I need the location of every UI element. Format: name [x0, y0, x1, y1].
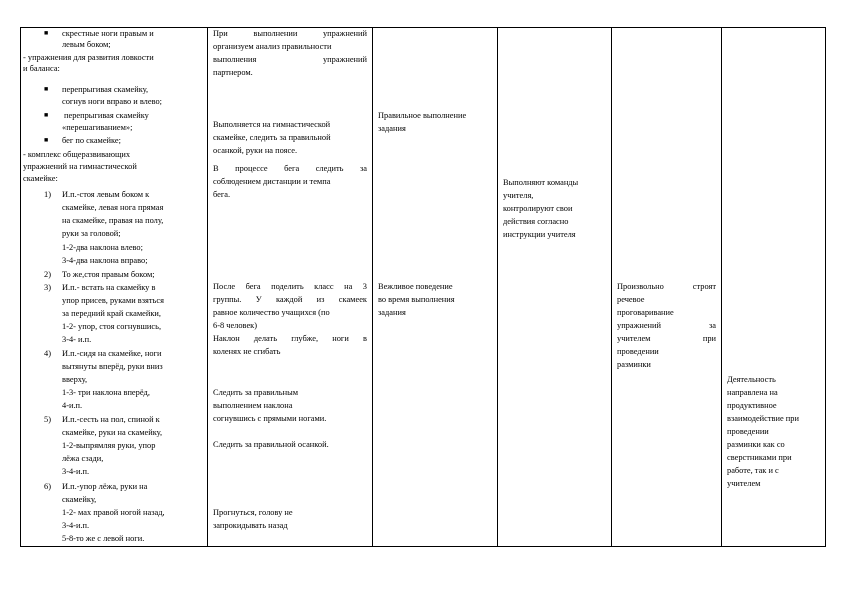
text-line: и баланса: — [23, 64, 60, 73]
text-line: И.п.-упор лёжа, руки на — [62, 482, 148, 491]
text-line: 4-и.п. — [62, 401, 83, 410]
text-line: проведении — [617, 347, 659, 356]
lesson-plan-table — [20, 27, 826, 547]
text-line: И.п.-сидя на скамейке, ноги — [62, 349, 162, 358]
text-line: продуктивное — [727, 401, 777, 410]
text-line: выполнения упражнений — [213, 55, 367, 64]
text-line: вверху, — [62, 375, 88, 384]
bullet-square-icon: ■ — [44, 29, 49, 37]
text-line: 1-2-два наклона влево; — [62, 243, 143, 252]
column-divider — [372, 27, 373, 547]
text-line: коленях не сгибать — [213, 347, 281, 356]
item-number: 3) — [44, 283, 51, 292]
text-line: взаимодействие при — [727, 414, 799, 423]
text-line: задания — [378, 308, 406, 317]
item-number: 1) — [44, 190, 51, 199]
text-line: скамейке, левая нога прямая — [62, 203, 164, 212]
text-line: учителем при — [617, 334, 716, 343]
item-number: 5) — [44, 415, 51, 424]
item-number: 6) — [44, 482, 51, 491]
text-line: И.п.-стоя левым боком к — [62, 190, 150, 199]
text-line: Прогнуться, голову не — [213, 508, 293, 517]
text-line: во время выполнения — [378, 295, 455, 304]
text-line: запрокидывать назад — [213, 521, 288, 530]
text-line: выполнением наклона — [213, 401, 293, 410]
column-divider — [207, 27, 208, 547]
text-line: Произвольно строят — [617, 282, 716, 291]
bullet-square-icon: ■ — [44, 111, 49, 119]
text-line: учителя, — [503, 191, 534, 200]
item-number: 2) — [44, 270, 51, 279]
text-line: То же,стоя правым боком; — [62, 270, 155, 279]
text-line: Наклон делать глубже, ноги в — [213, 334, 367, 343]
text-line: 3-4-два наклона вправо; — [62, 256, 148, 265]
text-line: перепрыгивая скамейку — [64, 111, 149, 120]
text-line: После бега поделить класс на 3 — [213, 282, 367, 291]
column-divider — [721, 27, 722, 547]
text-line: лёжа сзади, — [62, 454, 104, 463]
text-line: - упражнения для развития ловкости — [23, 53, 154, 62]
text-line: 1-2-выпрямляя руки, упор — [62, 441, 156, 450]
text-line: 3-4-и.п. — [62, 521, 90, 530]
text-line: бега. — [213, 190, 231, 199]
text-line: 6-8 человек) — [213, 321, 258, 330]
text-line: задания — [378, 124, 406, 133]
text-line: Следить за правильным — [213, 388, 299, 397]
column-divider — [497, 27, 498, 547]
text-line: проведении — [727, 427, 769, 436]
text-line: скамейке, руки на скамейку, — [62, 428, 163, 437]
text-line: контролируют свои — [503, 204, 573, 213]
text-line: 5-8-то же с левой ноги. — [62, 534, 145, 543]
text-line: равное количество учащихся (по — [213, 308, 330, 317]
item-number: 4) — [44, 349, 51, 358]
text-line: согнувшись с прямыми ногами. — [213, 414, 327, 423]
text-line: упор присев, руками взяться — [62, 296, 164, 305]
text-line: согнув ноги вправо и влево; — [62, 97, 162, 106]
text-line: на скамейке, правая на полу, — [62, 216, 164, 225]
text-line: вытянуты вперёд, руки вниз — [62, 362, 163, 371]
text-line: скамейке: — [23, 174, 58, 183]
text-line: партнером. — [213, 68, 253, 77]
text-line: организуем анализ правильности — [213, 42, 332, 51]
text-line: разминки как со — [727, 440, 785, 449]
text-line: инструкции учителя — [503, 230, 576, 239]
text-line: 1-2- мах правой ногой назад, — [62, 508, 165, 517]
text-line: Выполняют команды — [503, 178, 579, 187]
text-line: упражнений на гимнастической — [23, 162, 137, 171]
text-line: В процессе бега следить за — [213, 164, 367, 173]
text-line: И.п.-сесть на пол, спиной к — [62, 415, 160, 424]
text-line: 1-2- упор, стоя согнувшись, — [62, 322, 162, 331]
text-line: скамейке, следить за правильной — [213, 133, 331, 142]
text-line: Выполняется на гимнастической — [213, 120, 331, 129]
text-line: скрестные ноги правым и — [62, 29, 154, 38]
column-divider — [611, 27, 612, 547]
text-line: левым боком; — [62, 40, 111, 49]
text-line: Следить за правильной осанкой. — [213, 440, 329, 449]
text-line: бег по скамейке; — [62, 136, 121, 145]
text-line: осанкой, руки на поясе. — [213, 146, 298, 155]
text-line: И.п.- встать на скамейку в — [62, 283, 156, 292]
text-line: 3-4-и.п. — [62, 467, 90, 476]
text-line: речевое — [617, 295, 645, 304]
text-line: упражнений за — [617, 321, 716, 330]
text-line: сверстниками при — [727, 453, 792, 462]
bullet-square-icon: ■ — [44, 85, 49, 93]
text-line: 3-4- и.п. — [62, 335, 92, 344]
text-line: за передний край скамейки, — [62, 309, 161, 318]
text-line: группы. У каждой из скамеек — [213, 295, 367, 304]
text-line: Правильное выполнение — [378, 111, 467, 120]
text-line: «перешагиванием»; — [62, 123, 133, 132]
text-line: перепрыгивая скамейку, — [62, 85, 149, 94]
text-line: действия согласно — [503, 217, 569, 226]
text-line: работе, так и с — [727, 466, 779, 475]
text-line: учителем — [727, 479, 761, 488]
text-line: скамейку, — [62, 495, 97, 504]
text-line: направлена на — [727, 388, 778, 397]
text-line: При выполнении упражнений — [213, 29, 367, 38]
text-line: - комплекс общеразвивающих — [23, 150, 131, 159]
text-line: разминки — [617, 360, 651, 369]
text-line: руки за головой; — [62, 229, 121, 238]
text-line: 1-3- три наклона вперёд, — [62, 388, 150, 397]
text-line: соблюдением дистанции и темпа — [213, 177, 331, 186]
bullet-square-icon: ■ — [44, 136, 49, 144]
text-line: Вежливое поведение — [378, 282, 453, 291]
text-line: Деятельность — [727, 375, 776, 384]
text-line: проговаривание — [617, 308, 674, 317]
